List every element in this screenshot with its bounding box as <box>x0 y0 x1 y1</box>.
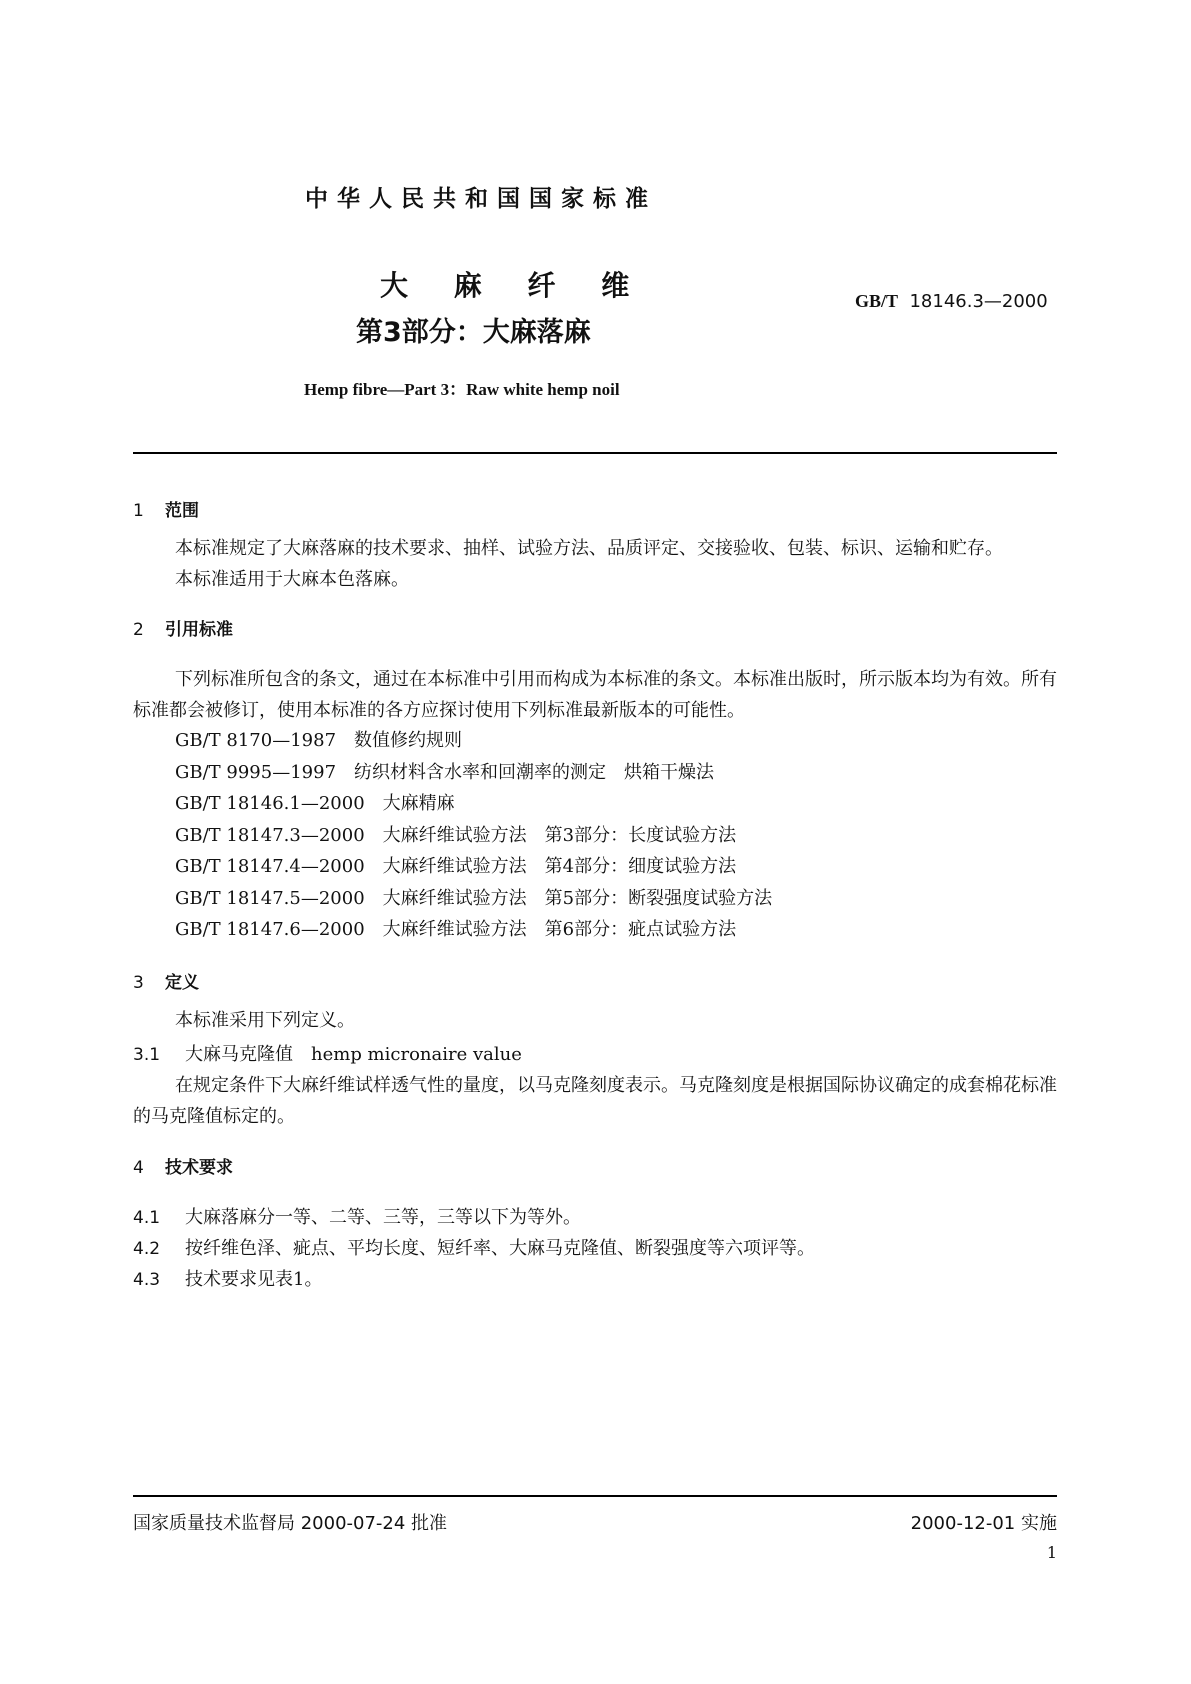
section-1-paragraph-1: 本标准规定了大麻落麻的技术要求、抽样、试验方法、品质评定、交接验收、包装、标识、运输和贮存。 <box>175 538 1003 559</box>
reference-item: GB/T 18147.4—2000 大麻纤维试验方法 第4部分：细度试验方法 <box>175 856 737 877</box>
clause-4-3 <box>133 1265 322 1291</box>
standard-number-value: 18146.3—2000 <box>909 291 1048 312</box>
reference-item: GB/T 18147.5—2000 大麻纤维试验方法 第5部分：断裂强度试验方法 <box>175 887 773 909</box>
reference-list <box>175 726 772 947</box>
clause-text: 大麻落麻分一等、二等、三等，三等以下为等外。 <box>185 1207 581 1228</box>
section-number: 4 <box>133 1158 144 1178</box>
page-number: 1 <box>1046 1543 1057 1562</box>
definition-3-1-text: 在规定条件下大麻纤维试样透气性的量度，以马克隆刻度表示。马克隆刻度是根据国际协议确定的成套棉花标准的马克隆值标定的。 <box>133 1075 1057 1127</box>
standard-code: GB/T <box>855 291 899 311</box>
section-title: 定义 <box>165 973 199 993</box>
header-rule <box>133 452 1057 454</box>
standard-number <box>855 291 1048 312</box>
clause-number: 4.1 <box>133 1208 161 1228</box>
national-standard-heading: 中华人民共和国国家标准 <box>305 186 657 212</box>
footer-rule <box>133 1495 1057 1497</box>
definition-term: 大麻马克隆值 hemp micronaire value <box>185 1044 522 1065</box>
reference-item: GB/T 8170—1987 数值修约规则 <box>175 730 463 751</box>
reference-item: GB/T 9995—1997 纺织材料含水率和回潮率的测定 烘箱干燥法 <box>175 761 715 783</box>
reference-item: GB/T 18147.6—2000 大麻纤维试验方法 第6部分：疵点试验方法 <box>175 919 737 940</box>
section-number: 2 <box>133 620 144 640</box>
section-number: 1 <box>133 501 144 521</box>
section-4-heading <box>133 1153 233 1178</box>
english-title: Hemp fibre—Part 3：Raw white hemp noil <box>304 380 620 399</box>
clause-number: 3.1 <box>133 1045 161 1065</box>
section-3-paragraph-1: 本标准采用下列定义。 <box>175 1010 355 1031</box>
reference-item: GB/T 18147.3—2000 大麻纤维试验方法 第3部分：长度试验方法 <box>175 824 737 846</box>
clause-number: 4.3 <box>133 1270 161 1290</box>
reference-item: GB/T 18146.1—2000 大麻精麻 <box>175 793 455 814</box>
implementation-date: 2000-12-01 实施 <box>910 1513 1057 1534</box>
section-2-heading <box>133 615 233 640</box>
clause-text: 技术要求见表1。 <box>185 1269 323 1290</box>
section-1-paragraph-2: 本标准适用于大麻本色落麻。 <box>175 569 409 590</box>
section-3-heading <box>133 968 199 993</box>
section-title: 引用标准 <box>165 620 233 640</box>
approval-statement: 国家质量技术监督局 2000-07-24 批准 <box>133 1513 448 1534</box>
definition-3-1 <box>133 1040 522 1066</box>
clause-number: 4.2 <box>133 1239 161 1259</box>
section-1-heading <box>133 496 199 521</box>
section-2-paragraph-1: 下列标准所包含的条文，通过在本标准中引用而构成为本标准的条文。本标准出版时，所示版本均为有效。所有标准都会被修订，使用本标准的各方应探讨使用下列标准最新版本的可能性。 <box>133 669 1057 721</box>
section-number: 3 <box>133 973 144 993</box>
clause-text: 按纤维色泽、疵点、平均长度、短纤率、大麻马克隆值、断裂强度等六项评等。 <box>185 1238 815 1259</box>
document-subtitle: 第3部分：大麻落麻 <box>356 317 591 348</box>
section-title: 范围 <box>165 501 199 521</box>
section-title: 技术要求 <box>165 1158 233 1178</box>
clause-4-2 <box>133 1234 815 1260</box>
document-title: 大 麻 纤 维 <box>380 269 634 302</box>
clause-4-1 <box>133 1203 581 1229</box>
